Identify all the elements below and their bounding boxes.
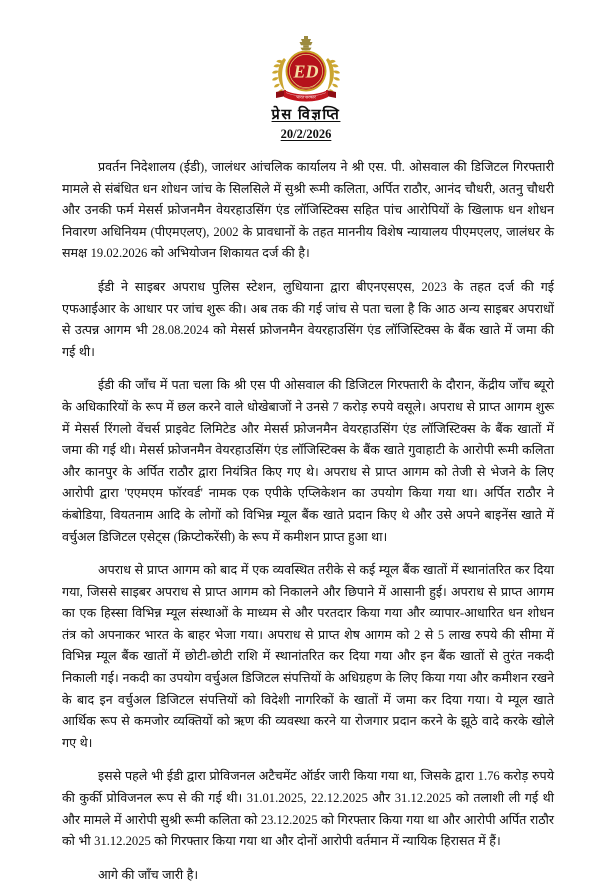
title-block bbox=[0, 104, 612, 143]
emblem-container bbox=[0, 0, 612, 100]
paragraph-5: इससे पहले भी ईडी द्वारा प्रोविजनल अटैचमेंट ऑर्डर जारी किया गया था, जिसके द्वारा 1.76 करोड़ रुपये की कुर्की प्रोविजनल रूप से की गई थी। 31.01.2025, 22.12.2025 और 31.12.2025 को तलाशी ली गई थी और मामले में आरोपी सुश्री रूमी कलिता को 23.12.2025 को गिरफ्तार किया गया था और आरोपी अर्पित राठौर को भी 31.12.2025 को गिरफ्तार किया गया था और दोनों आरोपी वर्तमान में न्यायिक हिरासत में हैं। bbox=[62, 769, 554, 849]
svg-text:ED: ED bbox=[293, 61, 319, 82]
page-title: प्रेस विज्ञप्ति bbox=[271, 107, 341, 123]
paragraph-4: अपराध से प्राप्त आगम को बाद में एक व्यवस्थित तरीके से कई म्यूल बैंक खातों में स्थानांतरित कर दिया गया, जिससे साइबर अपराध से प्राप्त आगम को निकालने और छिपाने में आसानी हुई। अपराध से प्राप्त आगम का एक हिस्सा विभिन्न म्यूल संस्थाओं के माध्यम से और परतदार किया गया और व्यापार-आधारित धन शोधन तंत्र को अपनाकर भारत के बाहर भेजा गया। अपराध से प्राप्त शेष आगम को 2 से 5 लाख रुपये की सीमा में विभिन्न म्यूल बैंक खातों में छोटी-छोटी राशि में स्थानांतरित कर दिया गया और इन बैंक खातों से तुरंत नकदी निकाली गई। नकदी का उपयोग वर्चुअल डिजिटल संपत्तियों के अधिग्रहण के लिए किया गया और कमीशन रखने के बाद इन वर्चुअल डिजिटल संपत्तियों को विदेशी नागरिकों के खातों में जमा कर दिया गया। ये म्यूल खाते आर्थिक रूप से कमजोर व्यक्तियों को ऋण की व्यवस्था करने या रोजगार प्रदान करने के झूठे वादे करके खोले गए थे। bbox=[62, 563, 554, 750]
page-title-line bbox=[0, 104, 612, 124]
svg-text:भारत सरकार: भारत सरकार bbox=[296, 94, 316, 100]
document-body bbox=[0, 157, 612, 886]
release-date: 20/2/2026 bbox=[280, 127, 332, 141]
paragraph-6: आगे की जाँच जारी है। bbox=[98, 867, 199, 882]
date-line bbox=[0, 124, 612, 143]
paragraph-3: ईडी की जाँच में पता चला कि श्री एस पी ओसवाल की डिजिटल गिरफ्तारी के दौरान, केंद्रीय जाँच ब्यूरो के अधिकारियों के रूप में छल करने वाले धोखेबाजों ने उनसे 7 करोड़ रुपये वसूले। अपराध से प्राप्त आगम शुरू में मेसर्स रिंगलो वेंचर्स प्राइवेट लिमिटेड और मेसर्स फ्रोजनमैन वेयरहाउसिंग एंड लॉजिस्टिक्स के बैंक खातों में जमा की गई थी। मेसर्स फ्रोजनमैन वेयरहाउसिंग एंड लॉजिस्टिक्स के बैंक खाते गुवाहाटी के आरोपी रूमी कलिता और कानपुर के अर्पित राठौर द्वारा नियंत्रित किए गए थे। अपराध से प्राप्त आगम को तेजी से भेजने के लिए आरोपी द्वारा 'एएमएम फॉरवर्ड' नामक एक एपीके एप्लिकेशन का उपयोग किया गया था। अर्पित राठौर ने कंबोडिया, वियतनाम आदि के लोगों को विभिन्न म्यूल बैंक खाते प्रदान किए थे और उसे अपने बाइनेंस खाते में वर्चुअल डिजिटल एसेट्स (क्रिप्टोकरेंसी) के रूप में कमीशन प्राप्त हुआ था। bbox=[62, 378, 554, 544]
paragraph-1: प्रवर्तन निदेशालय (ईडी), जालंधर आंचलिक कार्यालय ने श्री एस. पी. ओसवाल की डिजिटल गिरफ्तारी मामले से संबंधित धन शोधन जांच के सिलसिले में सुश्री रूमी कलिता, अर्पित राठौर, आनंद चौधरी, अतनु चौधरी और उनकी फर्म मेसर्स फ्रोजनमैन वेयरहाउसिंग एंड लॉजिस्टिक्स सहित पांच आरोपियों के खिलाफ धन शोधन निवारण अधिनियम (पीएमएलए), 2002 के प्रावधानों के तहत माननीय विशेष न्यायालय पीएमएलए, जालंधर के समक्ष 19.02.2026 को अभियोजन शिकायत दर्ज की है। bbox=[62, 160, 554, 261]
ed-emblem-icon bbox=[264, 34, 348, 106]
paragraph-2: ईडी ने साइबर अपराध पुलिस स्टेशन, लुधियाना द्वारा बीएनएसएस, 2023 के तहत दर्ज की गई एफआईआर के आधार पर जांच शुरू की। अब तक की गई जांच से पता चला है कि आठ अन्य साइबर अपराधों से उत्पन्न आगम भी 28.08.2024 को मेसर्स फ्रोजनमैन वेयरहाउसिंग एंड लॉजिस्टिक्स के बैंक खाते में जमा की गई थी। bbox=[62, 279, 554, 359]
